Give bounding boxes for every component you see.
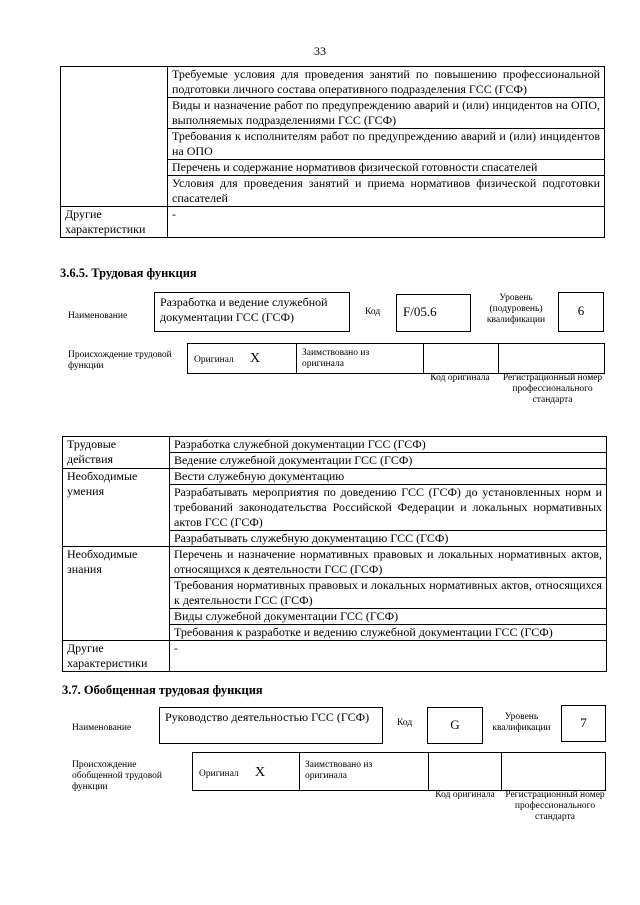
skills-label: Необходимые умения [63, 469, 170, 547]
other-characteristics-value: - [170, 641, 607, 672]
divider [423, 344, 424, 373]
table-row [61, 67, 605, 98]
origin-label: Происхождение обобщенной трудовой функции [72, 760, 162, 792]
generalized-function-name-field: Руководство деятельностью ГСС (ГСФ) [159, 707, 383, 744]
code-original-label: Код оригинала [435, 790, 495, 800]
table-row [61, 207, 605, 238]
other-characteristics-label: Другие характеристики [61, 207, 168, 238]
origin-row [192, 752, 606, 791]
table-cell: Перечень и содержание нормативов физической готовности спасателей [168, 160, 605, 176]
original-mark: X [255, 765, 266, 780]
labor-actions-label: Трудовые действия [63, 437, 170, 469]
registration-number-label: Регистрационный номер профессионального стандарта [502, 373, 603, 405]
original-label: Оригинал [199, 769, 239, 779]
table-row [63, 547, 607, 578]
table-cell: Вести служебную документацию [170, 469, 607, 485]
other-characteristics-value: - [168, 207, 605, 238]
original-label: Оригинал [194, 355, 234, 365]
registration-number-label: Регистрационный номер профессионального стандарта [505, 790, 605, 822]
table-row [63, 469, 607, 485]
section-title-37: 3.7. Обобщенная трудовая функция [62, 683, 263, 697]
table-cell: Условия для проведения занятий и приема нормативов физической подготовки спасателей [168, 176, 605, 207]
page-number: 33 [314, 44, 326, 58]
table-cell: Разработка служебной документации ГСС (ГСФ) [170, 437, 607, 453]
table-cell: Виды и назначение работ по предупреждению аварий и (или) инцидентов на ОПО, выполняемых подразделениями ГСС (ГСФ) [168, 98, 605, 129]
origin-row [187, 343, 605, 374]
function-name-field: Разработка и ведение служебной документации ГСС (ГСФ) [154, 292, 350, 332]
knowledge-label: Необходимые знания [63, 547, 170, 641]
level-label: Уровень квалификации [492, 712, 551, 733]
table-cell: Требования к разработке и ведению служебной документации ГСС (ГСФ) [170, 625, 607, 641]
section-title-365: 3.6.5. Трудовая функция [60, 266, 197, 280]
table-cell: Разрабатывать мероприятия по доведению ГСС (ГСФ) до установленных норм и требований законодательства Российской Федерации и локальных нормативных актов ГСС (ГСФ) [170, 485, 607, 531]
table-cell: Требования нормативных правовых и локальных нормативных актов, относящихся к деятельности ГСС (ГСФ) [170, 578, 607, 609]
origin-label: Происхождение трудовой функции [68, 350, 172, 371]
divider [428, 753, 429, 790]
table-cell: Перечень и назначение нормативных правовых и локальных нормативных актов, относящихся к деятельности ГСС (ГСФ) [170, 547, 607, 578]
code-label: Код [397, 718, 413, 728]
table-cell: Требования к исполнителям работ по предупреждению аварий и (или) инцидентов на ОПО [168, 129, 605, 160]
code-original-label: Код оригинала [430, 373, 490, 383]
other-characteristics-label: Другие характеристики [63, 641, 170, 672]
level-value-field: 6 [558, 292, 604, 332]
table-row [63, 641, 607, 672]
borrowed-label: Заимствовано из оригинала [305, 760, 373, 781]
table-cell: Виды служебной документации ГСС (ГСФ) [170, 609, 607, 625]
table-cell: Ведение служебной документации ГСС (ГСФ) [170, 453, 607, 469]
original-mark: X [250, 351, 261, 366]
borrowed-label: Заимствовано из оригинала [302, 348, 370, 369]
divider [501, 753, 502, 790]
divider [299, 753, 300, 790]
code-label: Код [365, 307, 381, 317]
empty-label-cell [61, 67, 168, 207]
code-value-field: F/05.6 [396, 294, 471, 332]
name-label: Наименование [72, 723, 132, 733]
table-cell: Требуемые условия для проведения занятий по повышению профессиональной подготовки личного состава оперативного подразделения ГСС (ГСФ) [168, 67, 605, 98]
table-cell: Разрабатывать служебную документацию ГСС (ГСФ) [170, 531, 607, 547]
table-row [63, 437, 607, 453]
divider [498, 344, 499, 373]
level-value-field: 7 [561, 705, 606, 742]
name-label: Наименование [68, 311, 128, 321]
divider [296, 344, 297, 373]
top-requirements-table [60, 66, 605, 238]
labor-function-table [62, 436, 607, 672]
level-label: Уровень (подуровень) квалификации [486, 293, 546, 325]
code-value-field: G [427, 707, 483, 744]
